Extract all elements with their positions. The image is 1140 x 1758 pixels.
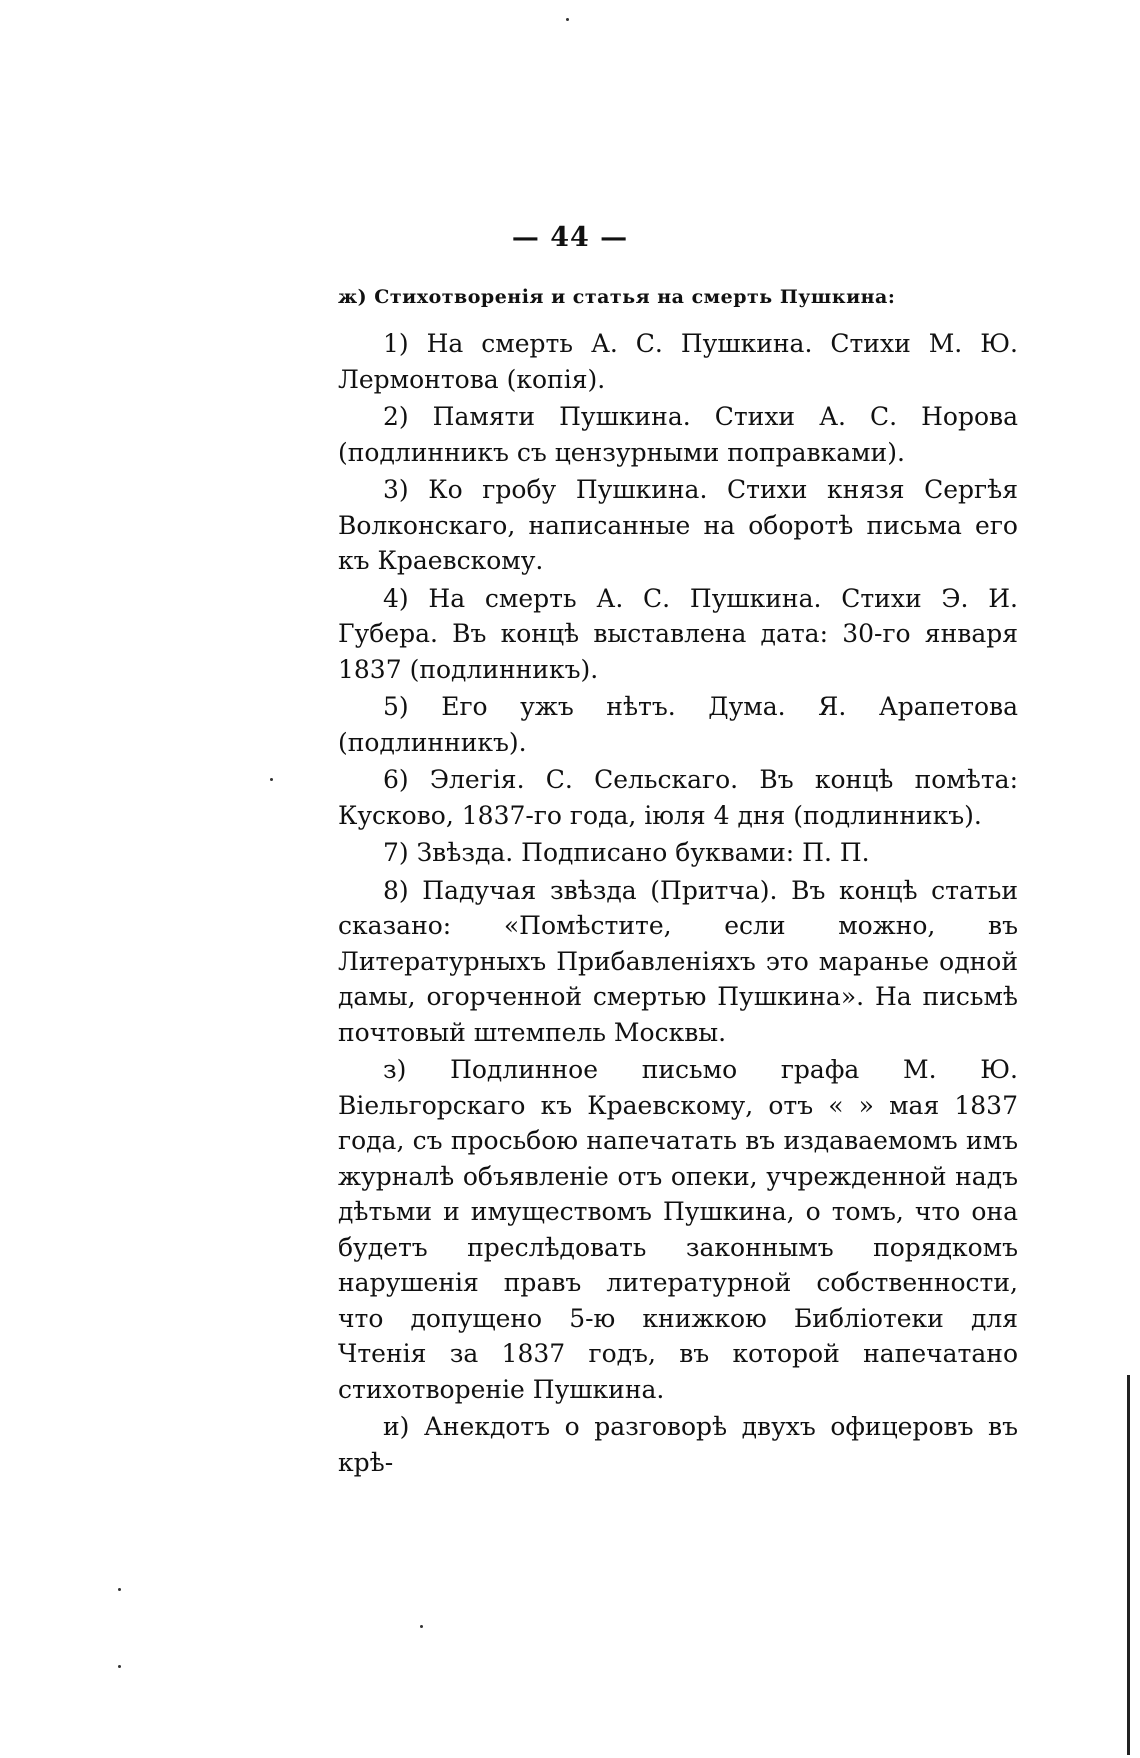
list-item: 7) Звѣзда. Подписано буквами: П. П. (383, 838, 870, 867)
scan-speck (566, 18, 569, 21)
list-item: 4) На смерть А. С. Пушкина. Стихи Э. И. Губера. Въ концѣ выставлена дата: 30-го января 1837 (подлинникъ). (338, 583, 1018, 684)
page-body (338, 326, 1018, 1480)
section-paragraph: и) Анекдотъ о разговорѣ двухъ офицеровъ въ крѣ- (338, 1412, 1018, 1477)
scan-speck (118, 1588, 121, 1591)
section-paragraph: з) Подлинное письмо графа М. Ю. Віельгорскаго къ Краевскому, отъ « » мая 1837 года, съ просьбою напечатать въ издаваемомъ имъ журналѣ объявленіе отъ опеки, учрежденной надъ дѣтьми и имуществомъ Пушкина, о томъ, что она будетъ преслѣдовать законнымъ порядкомъ нарушенія правъ литературной собственности, что допущено 5-ю книжкою Библіотеки для Чтенія за 1837 годъ, въ которой напечатано стихотвореніе Пушкина. (338, 1055, 1018, 1404)
list-item: 6) Элегія. С. Сельскаго. Въ концѣ помѣта: Кусково, 1837-го года, іюля 4 дня (подлинникъ). (338, 765, 1018, 830)
section-heading: ж) Стихотворенія и статья на смерть Пушкина: (338, 286, 896, 308)
list-item: 2) Памяти Пушкина. Стихи А. С. Норова (подлинникъ съ цензурными поправками). (338, 402, 1018, 467)
list-item: 5) Его ужъ нѣтъ. Дума. Я. Арапетова (подлинникъ). (338, 692, 1018, 757)
list-item: 1) На смерть А. С. Пушкина. Стихи М. Ю. Лермонтова (копія). (338, 329, 1018, 394)
page-number: — 44 — (511, 222, 629, 253)
scan-speck (118, 1665, 121, 1668)
list-item: 8) Падучая звѣзда (Притча). Въ концѣ статьи сказано: «Помѣстите, если можно, въ Литературныхъ Прибавленіяхъ это маранье одной дамы, огорченной смертью Пушкина». На письмѣ почтовый штемпель Москвы. (338, 875, 1018, 1047)
scan-speck (420, 1625, 423, 1628)
scan-edge-mark (1127, 1375, 1130, 1755)
list-item: 3) Ко гробу Пушкина. Стихи князя Сергѣя Волконскаго, написанные на оборотѣ письма его къ Краевскому. (338, 475, 1018, 575)
scan-speck (270, 778, 273, 781)
